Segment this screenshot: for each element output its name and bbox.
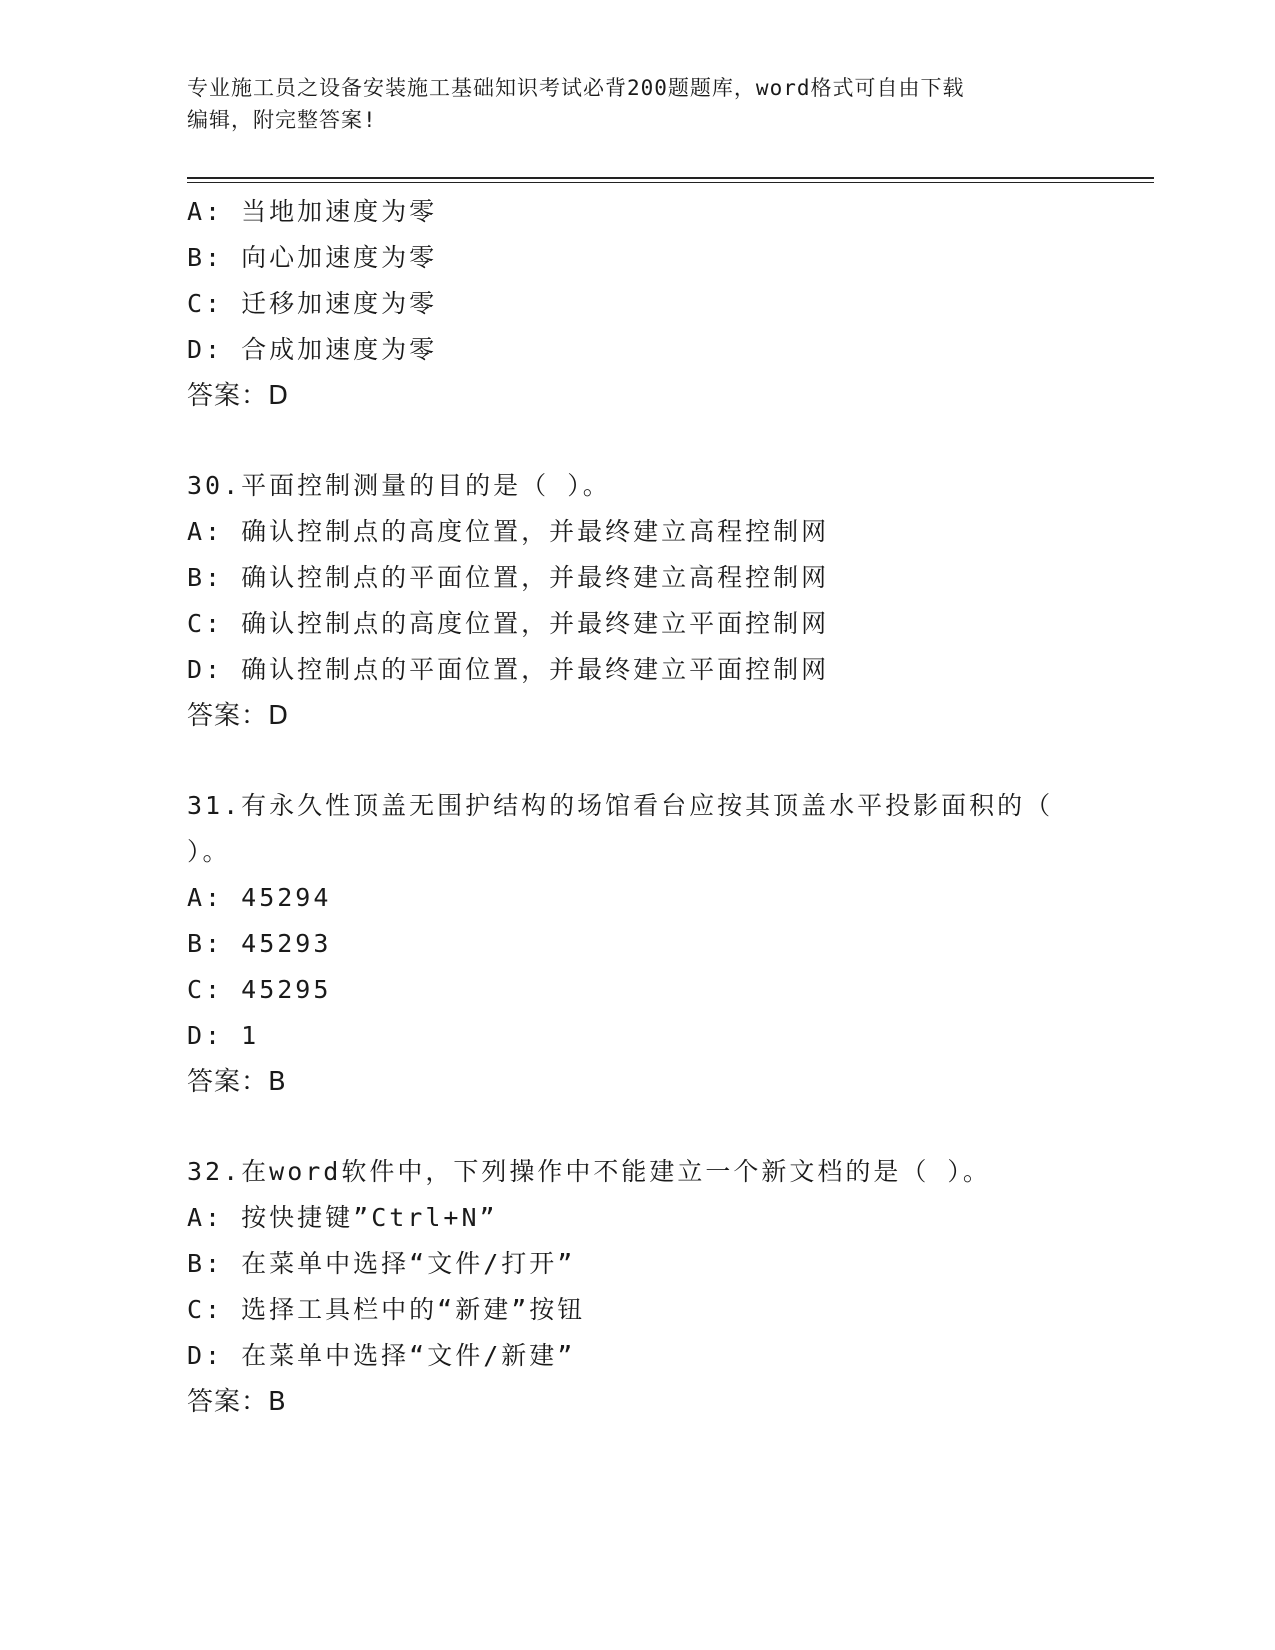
spacer [187,739,1087,783]
header-divider-thin [187,182,1154,183]
option-c: C: 迁移加速度为零 [187,289,438,318]
question-text-line1: 31.有永久性顶盖无围护结构的场馆看台应按其顶盖水平投影面积的（ [187,791,1054,820]
question-block-32 [187,1149,1087,1425]
question-text-line2: ）。 [187,837,231,866]
option-a: A: 确认控制点的高度位置，并最终建立高程控制网 [187,517,830,546]
question-text: 32.在word软件中，下列操作中不能建立一个新文档的是（ ）。 [187,1157,991,1186]
option-c: C: 确认控制点的高度位置，并最终建立平面控制网 [187,609,830,638]
question-block-29 [187,189,1087,419]
option-a: A: 当地加速度为零 [187,197,438,226]
option-b: B: 在菜单中选择“文件/打开” [187,1249,576,1278]
header-divider-thick [187,177,1154,179]
question-text: 30.平面控制测量的目的是（ ）。 [187,471,611,500]
option-d: D: 1 [187,1021,260,1050]
option-a: A: 45294 [187,883,332,912]
question-block-30 [187,463,1087,739]
option-b: B: 45293 [187,929,332,958]
answer-line: 答案：D [187,381,290,411]
option-d: D: 在菜单中选择“文件/新建” [187,1341,576,1370]
spacer [187,419,1087,463]
answer-line: 答案：D [187,701,290,731]
document-header [187,72,1067,136]
option-c: C: 45295 [187,975,332,1004]
answer-line: 答案：B [187,1067,287,1097]
option-d: D: 确认控制点的平面位置，并最终建立平面控制网 [187,655,830,684]
question-block-31 [187,783,1087,1105]
option-a: A: 按快捷键”Ctrl+N” [187,1203,498,1232]
option-b: B: 确认控制点的平面位置，并最终建立高程控制网 [187,563,830,592]
header-title-line1: 专业施工员之设备安装施工基础知识考试必背200题题库，word格式可自由下载 [187,76,965,100]
answer-line: 答案：B [187,1387,287,1417]
option-c: C: 选择工具栏中的“新建”按钮 [187,1295,586,1324]
question-list [187,189,1087,1425]
option-b: B: 向心加速度为零 [187,243,438,272]
option-d: D: 合成加速度为零 [187,335,438,364]
spacer [187,1105,1087,1149]
header-title-line2: 编辑，附完整答案! [187,108,377,132]
